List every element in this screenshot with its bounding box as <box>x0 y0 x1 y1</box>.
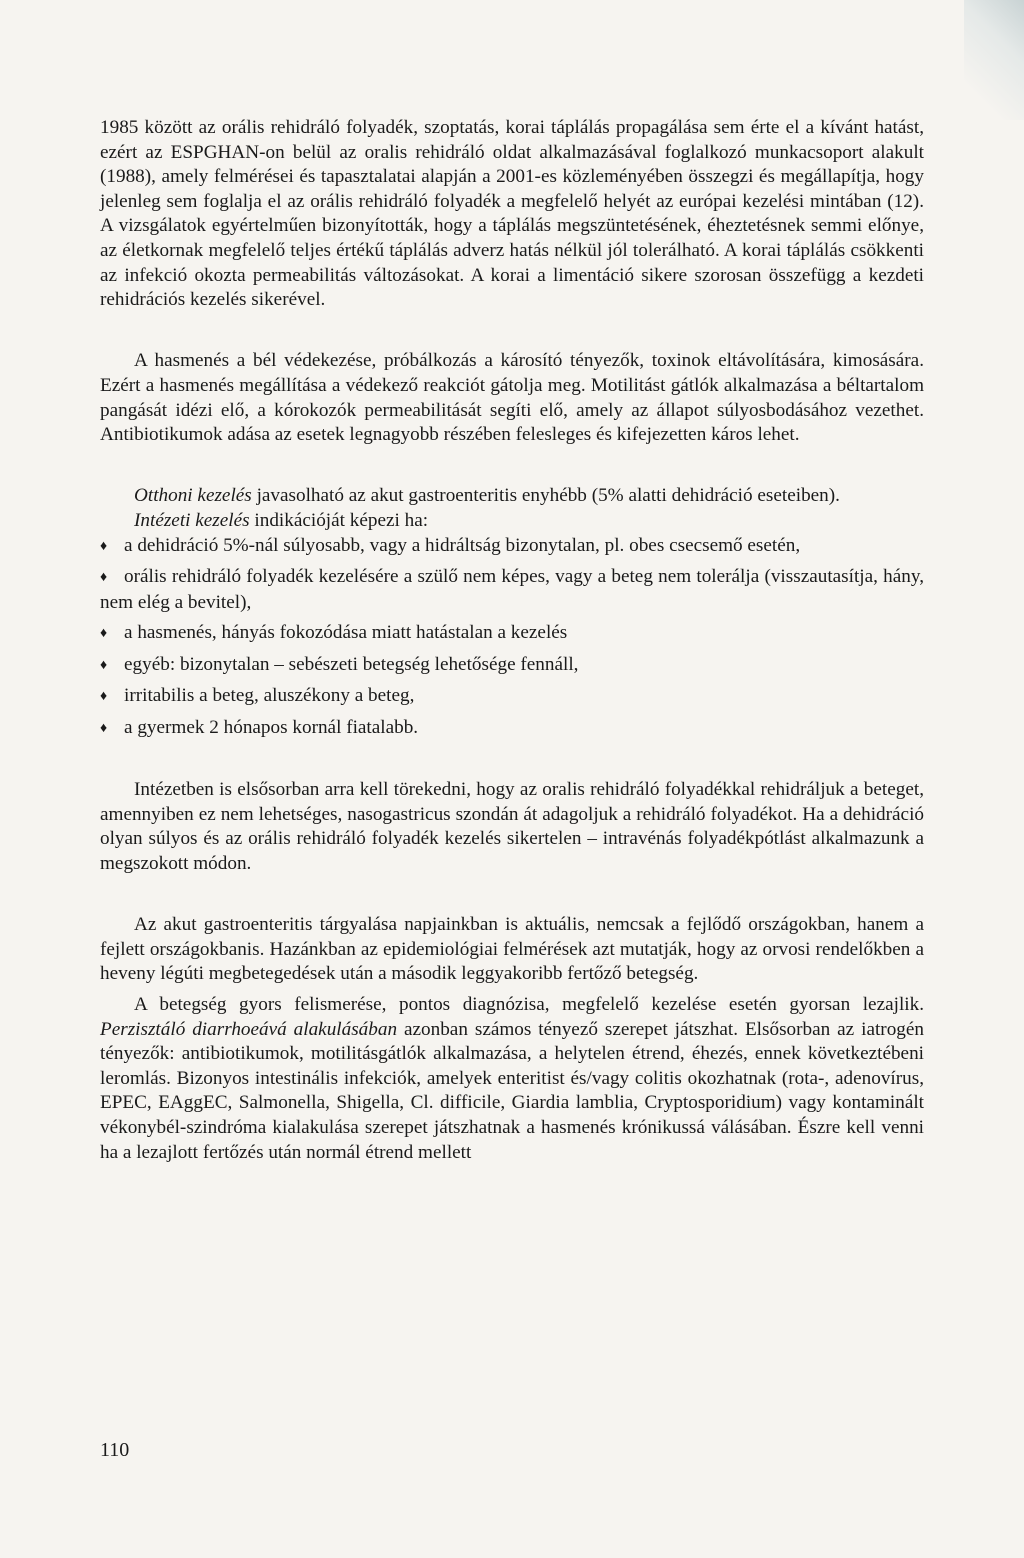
paragraph-intezetben: Intézetben is elsősorban arra kell törekedni, hogy az oralis rehidráló folyadékkal rehidráljuk a beteget, amennyiben ez nem lehetséges, nasogastricus szondán át adagoljuk a rehidráló folyadékot. Ha a dehidráció olyan súlyos és az orális rehidráló folyadék kezelés sikertelen – intravénás folyadékpótlást alkalmazunk a megszokott módon. <box>100 779 924 875</box>
body-text <box>100 116 924 1165</box>
diamond-bullet-icon: ♦ <box>100 689 108 705</box>
paragraph-otthoni-kezeles <box>100 484 924 509</box>
otthoni-kezeles-text: javasolható az akut gastroenteritis enyhébb (5% alatti dehidráció eseteiben). <box>251 485 840 507</box>
paragraph-gap <box>100 766 924 778</box>
paragraph-akut-gastroenteritis: Az akut gastroenteritis tárgyalása napjainkban is aktuális, nemcsak a fejlődő országokban, hanem a fejlett országokbanis. Hazánkban az epidemiológiai felmérések azt mutatják, hogy az orvosi rendelőkben a heveny légúti megbetegedések után a második leggyakoribb fertőző betegség. <box>100 914 924 985</box>
paragraph-gap <box>100 337 924 349</box>
diamond-bullet-icon: ♦ <box>100 626 108 642</box>
diamond-bullet-icon: ♦ <box>100 538 108 554</box>
indication-list <box>100 534 924 742</box>
paragraph-intezeti-kezeles <box>100 509 924 534</box>
paragraph-gap <box>100 448 924 473</box>
paragraph-gap <box>100 472 924 484</box>
list-item: ♦ a hasmenés, hányás fokozódása miatt hatástalan a kezelés <box>100 621 924 647</box>
page-number: 110 <box>100 1439 130 1461</box>
list-item: ♦ a dehidráció 5%-nál súlyosabb, vagy a hidráltság bizonytalan, pl. obes csecsemő esetén, <box>100 534 924 560</box>
paragraph-espghan: 1985 között az orális rehidráló folyadék, szoptatás, korai táplálás propagálása sem érte el a kívánt hatást, ezért az ESPGHAN-on belül az oralis rehidráló oldat alkalmazásával foglalkozó munkacsoport alakult (1988), amely felmérései és tapasztalatai alapján a 2001-es közleményében összegzi és megállapítja, hogy jelenleg sem foglalja el az orális rehidráló folyadék a megfelelő helyét az európai kezelési mintában (12). A vizsgálatok egyértelműen bizonyították, hogy a táplálás megszüntetésének, éheztetésnek semmi előnye, az életkornak megfelelő teljes értékű táplálás adverz hatás nélkül jól tolerálható. A korai táplálás csökkenti az infekció okozta permeabilitás változásokat. A korai a limentáció sikere szorosan összefügg a kezdeti rehidrációs kezelés sikerével. <box>100 117 924 311</box>
intezeti-kezeles-text: indikációját képezi ha: <box>249 509 429 531</box>
paragraph-gap <box>100 742 924 767</box>
diamond-bullet-icon: ♦ <box>100 721 108 737</box>
list-item: ♦ irritabilis a beteg, aluszékony a beteg, <box>100 684 924 710</box>
term-otthoni-kezeles: Otthoni kezelés <box>134 485 252 507</box>
diamond-bullet-icon: ♦ <box>100 657 108 673</box>
paragraph-gap <box>100 901 924 913</box>
term-perzisztalo-diarrhoea: Perzisztáló diarrhoeává alakulásában <box>100 1018 398 1040</box>
list-item: ♦ orális rehidráló folyadék kezelésére a szülő nem képes, vagy a beteg nem tolerálja (visszautasítja, hány, nem elég a bevitel), <box>100 566 924 613</box>
paragraph-gap <box>100 877 924 902</box>
list-item: ♦ egyéb: bizonytalan – sebészeti betegség lehetősége fennáll, <box>100 653 924 679</box>
term-intezeti-kezeles: Intézeti kezelés <box>134 509 250 531</box>
paragraph-gap <box>100 313 924 338</box>
diamond-bullet-icon: ♦ <box>100 570 108 586</box>
paragraph-perzisztalo: A betegség gyors felismerése, pontos diagnózisa, megfelelő kezelése esetén gyorsan lezajlik. Perzisztáló diarrhoeává alakulásában azonban számos tényező szerepet játszhat. Elsősorban az iatrogén tényezők: antibiotikumok, motilitásgátlók alkalmazása, a helytelen étrend, éhezés, ennek következtébeni leromlás. Bizonyos intestinális infekciók, amelyek enteritist és/vagy colitis okozhatnak (rota-, adenovírus, EPEC, EAggEC, Salmonella, Shigella, Cl. difficile, Giardia lamblia, Cryptosporidium) vagy kontaminált vékonybél-szindróma kialakulása szerepet játszhatnak a hasmenés krónikussá válásában. Észre kell venni ha a lezajlott fertőzés után normál étrend mellett <box>100 994 924 1163</box>
scan-corner-shadow <box>964 0 1024 120</box>
paragraph-hasmenes: A hasmenés a bél védekezése, próbálkozás a károsító tényezők, toxinok eltávolítására, kimosására. Ezért a hasmenés megállítása a védekező reakciót gátolja meg. Motilitást gátlók alkalmazása a béltartalom pangását idézi elő, a kórokozók permeabilitását segíti elő, amely az állapot súlyosbodásához vezethet. Antibiotikumok adása az esetek legnagyobb részében felesleges és kifejezetten káros lehet. <box>100 350 924 446</box>
list-item: ♦ a gyermek 2 hónapos kornál fiatalabb. <box>100 716 924 742</box>
